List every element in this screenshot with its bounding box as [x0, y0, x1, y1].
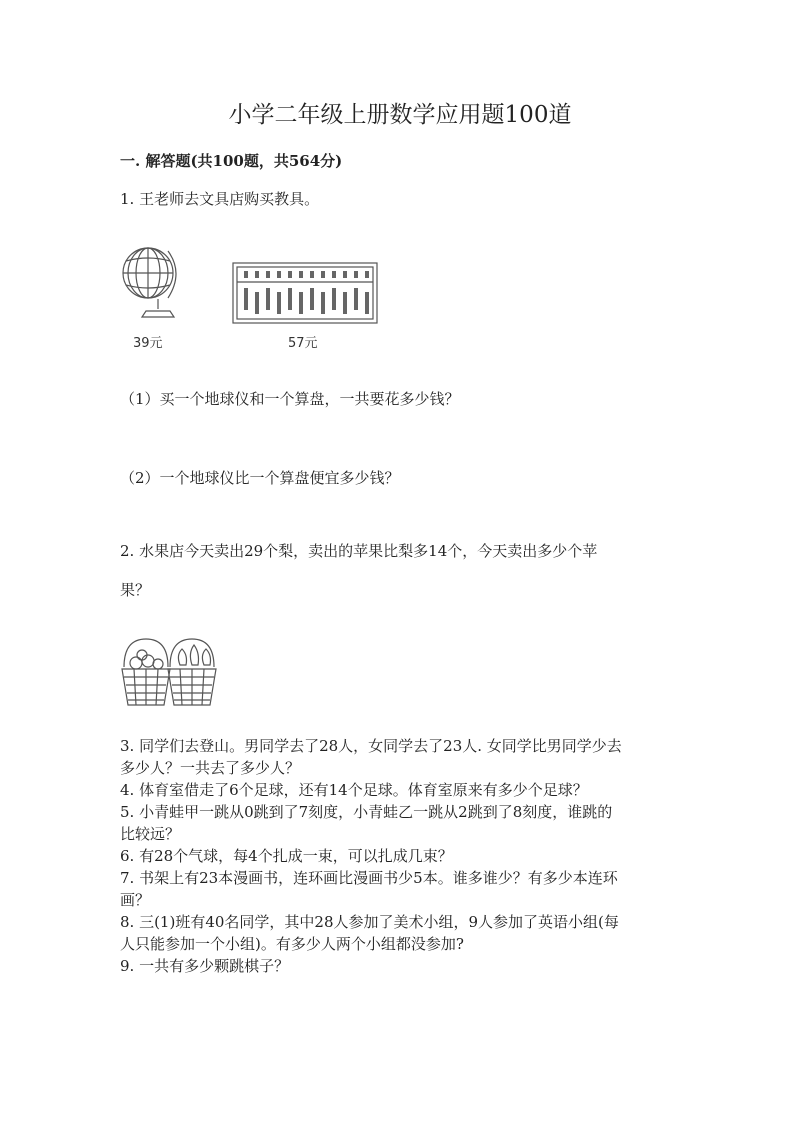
question-8-line-1: 8. 三(1)班有40名同学，其中28人参加了美术小组，9人参加了英语小组(每	[120, 913, 619, 931]
question-5-line-2: 比较远？	[120, 825, 181, 843]
page-title: 小学二年级上册数学应用题100道	[228, 102, 572, 128]
question-6-line-1: 6. 有28个气球，每4个扎成一束，可以扎成几束？	[120, 847, 453, 865]
question-1-part-1: （1）买一个地球仪和一个算盘，一共要花多少钱？	[120, 390, 460, 408]
question-1-part-2: （2）一个地球仪比一个算盘便宜多少钱？	[120, 469, 400, 487]
question-8-line-2: 人只能参加一个小组)。有多少人两个小组都没参加?	[120, 935, 464, 953]
globe-price: 39元	[133, 336, 163, 351]
question-7-line-2: 画？	[120, 891, 151, 909]
fruit-baskets-image	[120, 637, 220, 709]
abacus-image	[232, 262, 378, 324]
question-3-line-2: 多少人？一共去了多少人？	[120, 759, 301, 777]
abacus-price: 57元	[288, 336, 318, 351]
question-5-line-1: 5. 小青蛙甲一跳从0跳到了7刻度，小青蛙乙一跳从2跳到了8刻度，谁跳的	[120, 803, 613, 821]
question-9-line-1: 9. 一共有多少颗跳棋子？	[120, 957, 290, 975]
question-2-line-1: 2. 水果店今天卖出29个梨，卖出的苹果比梨多14个，今天卖出多少个苹	[120, 542, 598, 560]
question-7-line-1: 7. 书架上有23本漫画书，连环画比漫画书少5本。谁多谁少？有多少本连环	[120, 869, 618, 887]
section-heading: 一. 解答题(共100题，共564分)	[120, 152, 343, 170]
globe-image	[118, 243, 188, 328]
question-4-line-1: 4. 体育室借走了6个足球，还有14个足球。体育室原来有多少个足球？	[120, 781, 588, 799]
question-2-line-2: 果？	[120, 581, 151, 599]
question-1-text: 1. 王老师去文具店购买教具。	[120, 190, 320, 208]
question-3-line-1: 3. 同学们去登山。男同学去了28人，女同学去了23人. 女同学比男同学少去	[120, 737, 622, 755]
